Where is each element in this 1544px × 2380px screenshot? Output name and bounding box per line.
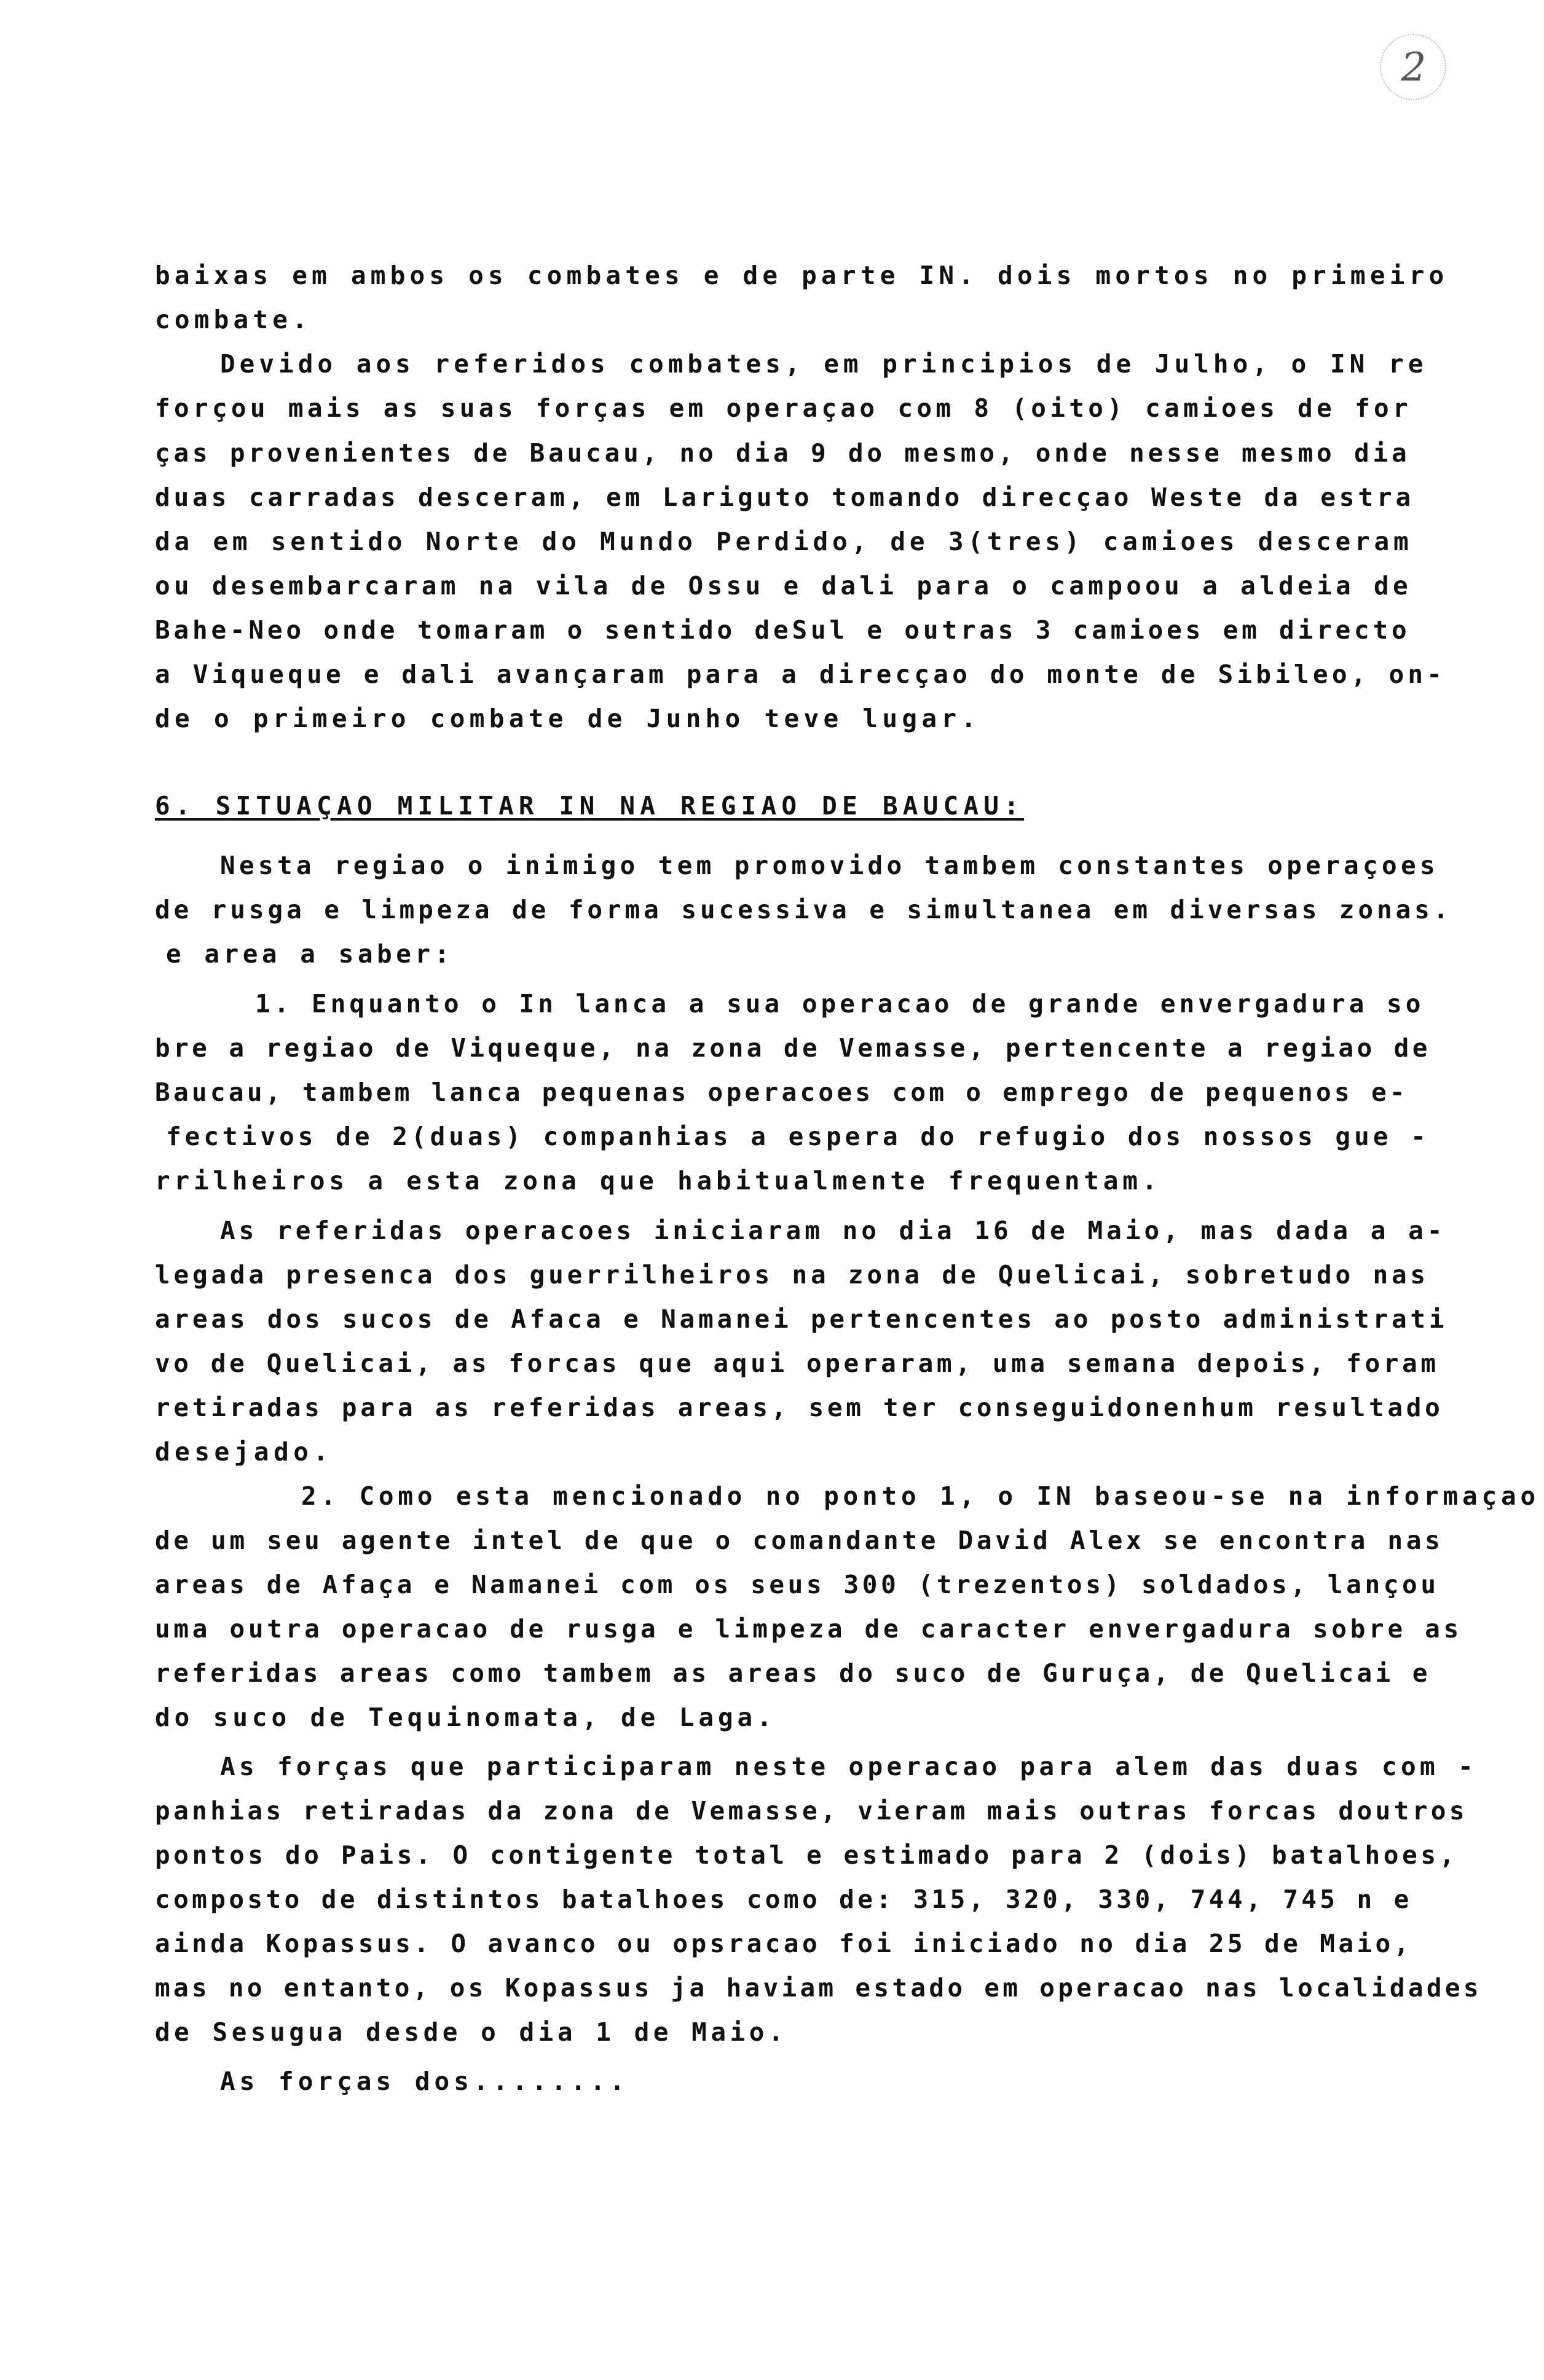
text-line: As forças dos........ [220, 2067, 629, 2096]
text-line: combate. [155, 305, 312, 334]
text-line: uma outra operacao de rusga e limpeza de caracter envergadura sobre as [155, 1614, 1462, 1644]
text-line: de rusga e limpeza de forma sucessiva e simultanea em diversas zonas. [155, 895, 1452, 924]
text-line: ainda Kopassus. O avanco ou opsracao foi iniciado no dia 25 de Maio, [155, 1929, 1412, 1958]
text-line: mas no entanto, os Kopassus ja haviam estado em operacao nas localidades [155, 1973, 1482, 2003]
text-line: vo de Quelicai, as forcas que aqui operaram, uma semana depois, foram [155, 1349, 1440, 1378]
text-line: 2. Como esta mencionado no ponto 1, o IN baseou-se na informaçao [301, 1481, 1540, 1511]
text-line: areas de Afaça e Namanei com os seus 300 (trezentos) soldados, lançou [155, 1570, 1440, 1599]
text-line: do suco de Tequinomata, de Laga. [155, 1703, 776, 1732]
text-line: areas dos sucos de Afaca e Namanei pertencentes ao posto administrati [155, 1304, 1448, 1334]
text-line: a Viqueque e dali avançaram para a direcçao do monte de Sibileo, on- [155, 660, 1446, 689]
text-line: da em sentido Norte do Mundo Perdido, de 3(tres) camioes desceram [155, 527, 1413, 556]
text-line: e area a saber: [166, 939, 454, 969]
text-line: panhias retiradas da zona de Vemasse, vieram mais outras forcas doutros [155, 1796, 1468, 1826]
text-line: Baucau, tambem lanca pequenas operacoes com o emprego de pequenos e- [155, 1078, 1408, 1107]
text-line: forçou mais as suas forças em operaçao com 8 (oito) camioes de for [155, 393, 1412, 423]
text-line: baixas em ambos os combates e de parte IN. dois mortos no primeiro [155, 261, 1449, 290]
text-line: de um seu agente intel de que o comandante David Alex se encontra nas [155, 1526, 1444, 1555]
text-line: referidas areas como tambem as areas do suco de Guruça, de Quelicai e [155, 1658, 1431, 1688]
text-line: retiradas para as referidas areas, sem ter conseguidonenhum resultado [155, 1393, 1444, 1422]
text-line: Nesta regiao o inimigo tem promovido tambem constantes operaçoes [220, 851, 1439, 880]
text-line: fectivos de 2(duas) companhias a espera do refugio dos nossos gue - [166, 1122, 1430, 1151]
text-line: duas carradas desceram, em Lariguto tomando direcçao Weste da estra [155, 483, 1415, 512]
text-line: ou desembarcaram na vila de Ossu e dali para o campoou a aldeia de [155, 571, 1412, 601]
text-line: As referidas operacoes iniciaram no dia 16 de Maio, mas dada a a- [220, 1216, 1446, 1245]
section-heading: 6. SITUAÇAO MILITAR IN NA REGIAO DE BAUCAU: [155, 791, 1025, 821]
text-line: composto de distintos batalhoes como de: 315, 320, 330, 744, 745 n e [155, 1885, 1412, 1914]
text-line: de Sesugua desde o dia 1 de Maio. [155, 2017, 788, 2047]
text-line: de o primeiro combate de Junho teve lugar. [155, 704, 981, 733]
text-line: desejado. [155, 1437, 333, 1467]
page-number-text: 2 [1401, 45, 1427, 90]
text-line: rrilheiros a esta zona que habitualmente frequentam. [155, 1166, 1162, 1196]
page-number-ring [1380, 34, 1446, 100]
text-line: ças provenientes de Baucau, no dia 9 do mesmo, onde nesse mesmo dia [155, 438, 1411, 468]
text-line: pontos do Pais. O contigente total e estimado para 2 (dois) batalhoes, [155, 1840, 1458, 1870]
text-line: 1. Enquanto o In lanca a sua operacao de grande envergadura so [255, 989, 1425, 1019]
text-line: Devido aos referidos combates, em principios de Julho, o IN re [220, 349, 1428, 379]
page-number [1380, 34, 1448, 101]
text-line: bre a regiao de Viqueque, na zona de Vemasse, pertencente a regiao de [155, 1033, 1431, 1063]
text-line: Bahe-Neo onde tomaram o sentido deSul e outras 3 camioes em directo [155, 615, 1411, 645]
text-line: legada presenca dos guerrilheiros na zona de Quelicai, sobretudo nas [155, 1260, 1429, 1290]
text-line: As forças que participaram neste operacao para alem das duas com - [220, 1752, 1477, 1781]
